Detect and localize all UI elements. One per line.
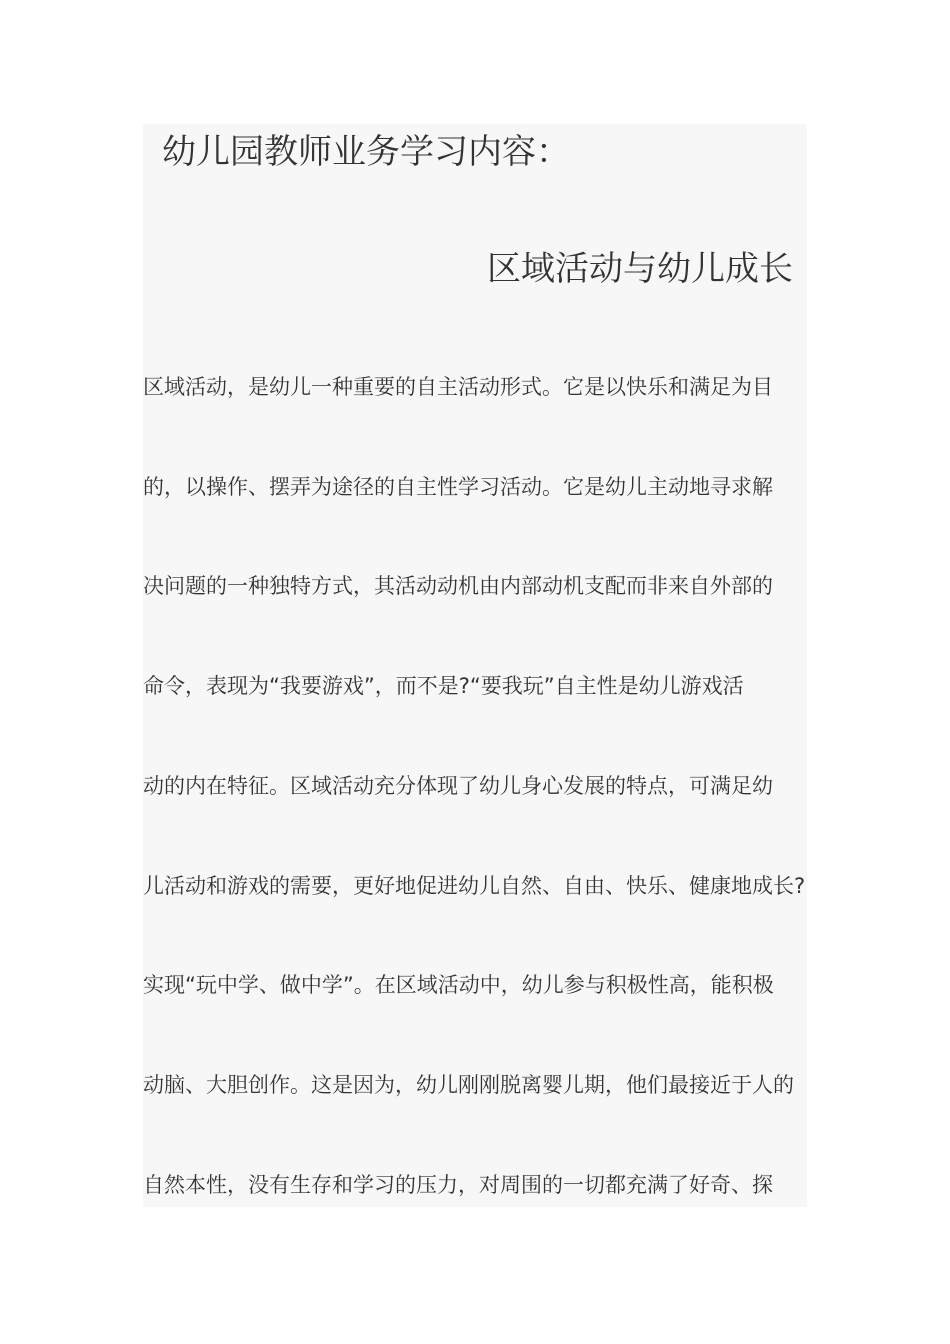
body-line: 自然本性，没有生存和学习的压力，对周围的一切都充满了好奇、探 (143, 1173, 773, 1197)
body-line: 命令，表现为“我要游戏”，而不是?“要我玩”自主性是幼儿游戏活 (143, 674, 744, 698)
body-line: 动脑、大胆创作。这是因为，幼儿刚刚脱离婴儿期，他们最接近于人的 (143, 1073, 794, 1097)
body-line: 区域活动，是幼儿一种重要的自主活动形式。它是以快乐和满足为目 (143, 375, 773, 399)
document-title: 幼儿园教师业务学习内容： (162, 132, 570, 172)
body-line: 决问题的一种独特方式，其活动动机由内部动机支配而非来自外部的 (143, 574, 773, 598)
body-line: 的，以操作、摆弄为途径的自主性学习活动。它是幼儿主动地寻求解 (143, 475, 773, 499)
document-subtitle: 区域活动与幼儿成长 (487, 249, 793, 289)
body-line: 实现“玩中学、做中学”。在区域活动中，幼儿参与积极性高，能积极 (143, 973, 774, 997)
body-line: 动的内在特征。区域活动充分体现了幼儿身心发展的特点，可满足幼 (143, 774, 773, 798)
body-line: 儿活动和游戏的需要，更好地促进幼儿自然、自由、快乐、健康地成长? (143, 874, 806, 898)
